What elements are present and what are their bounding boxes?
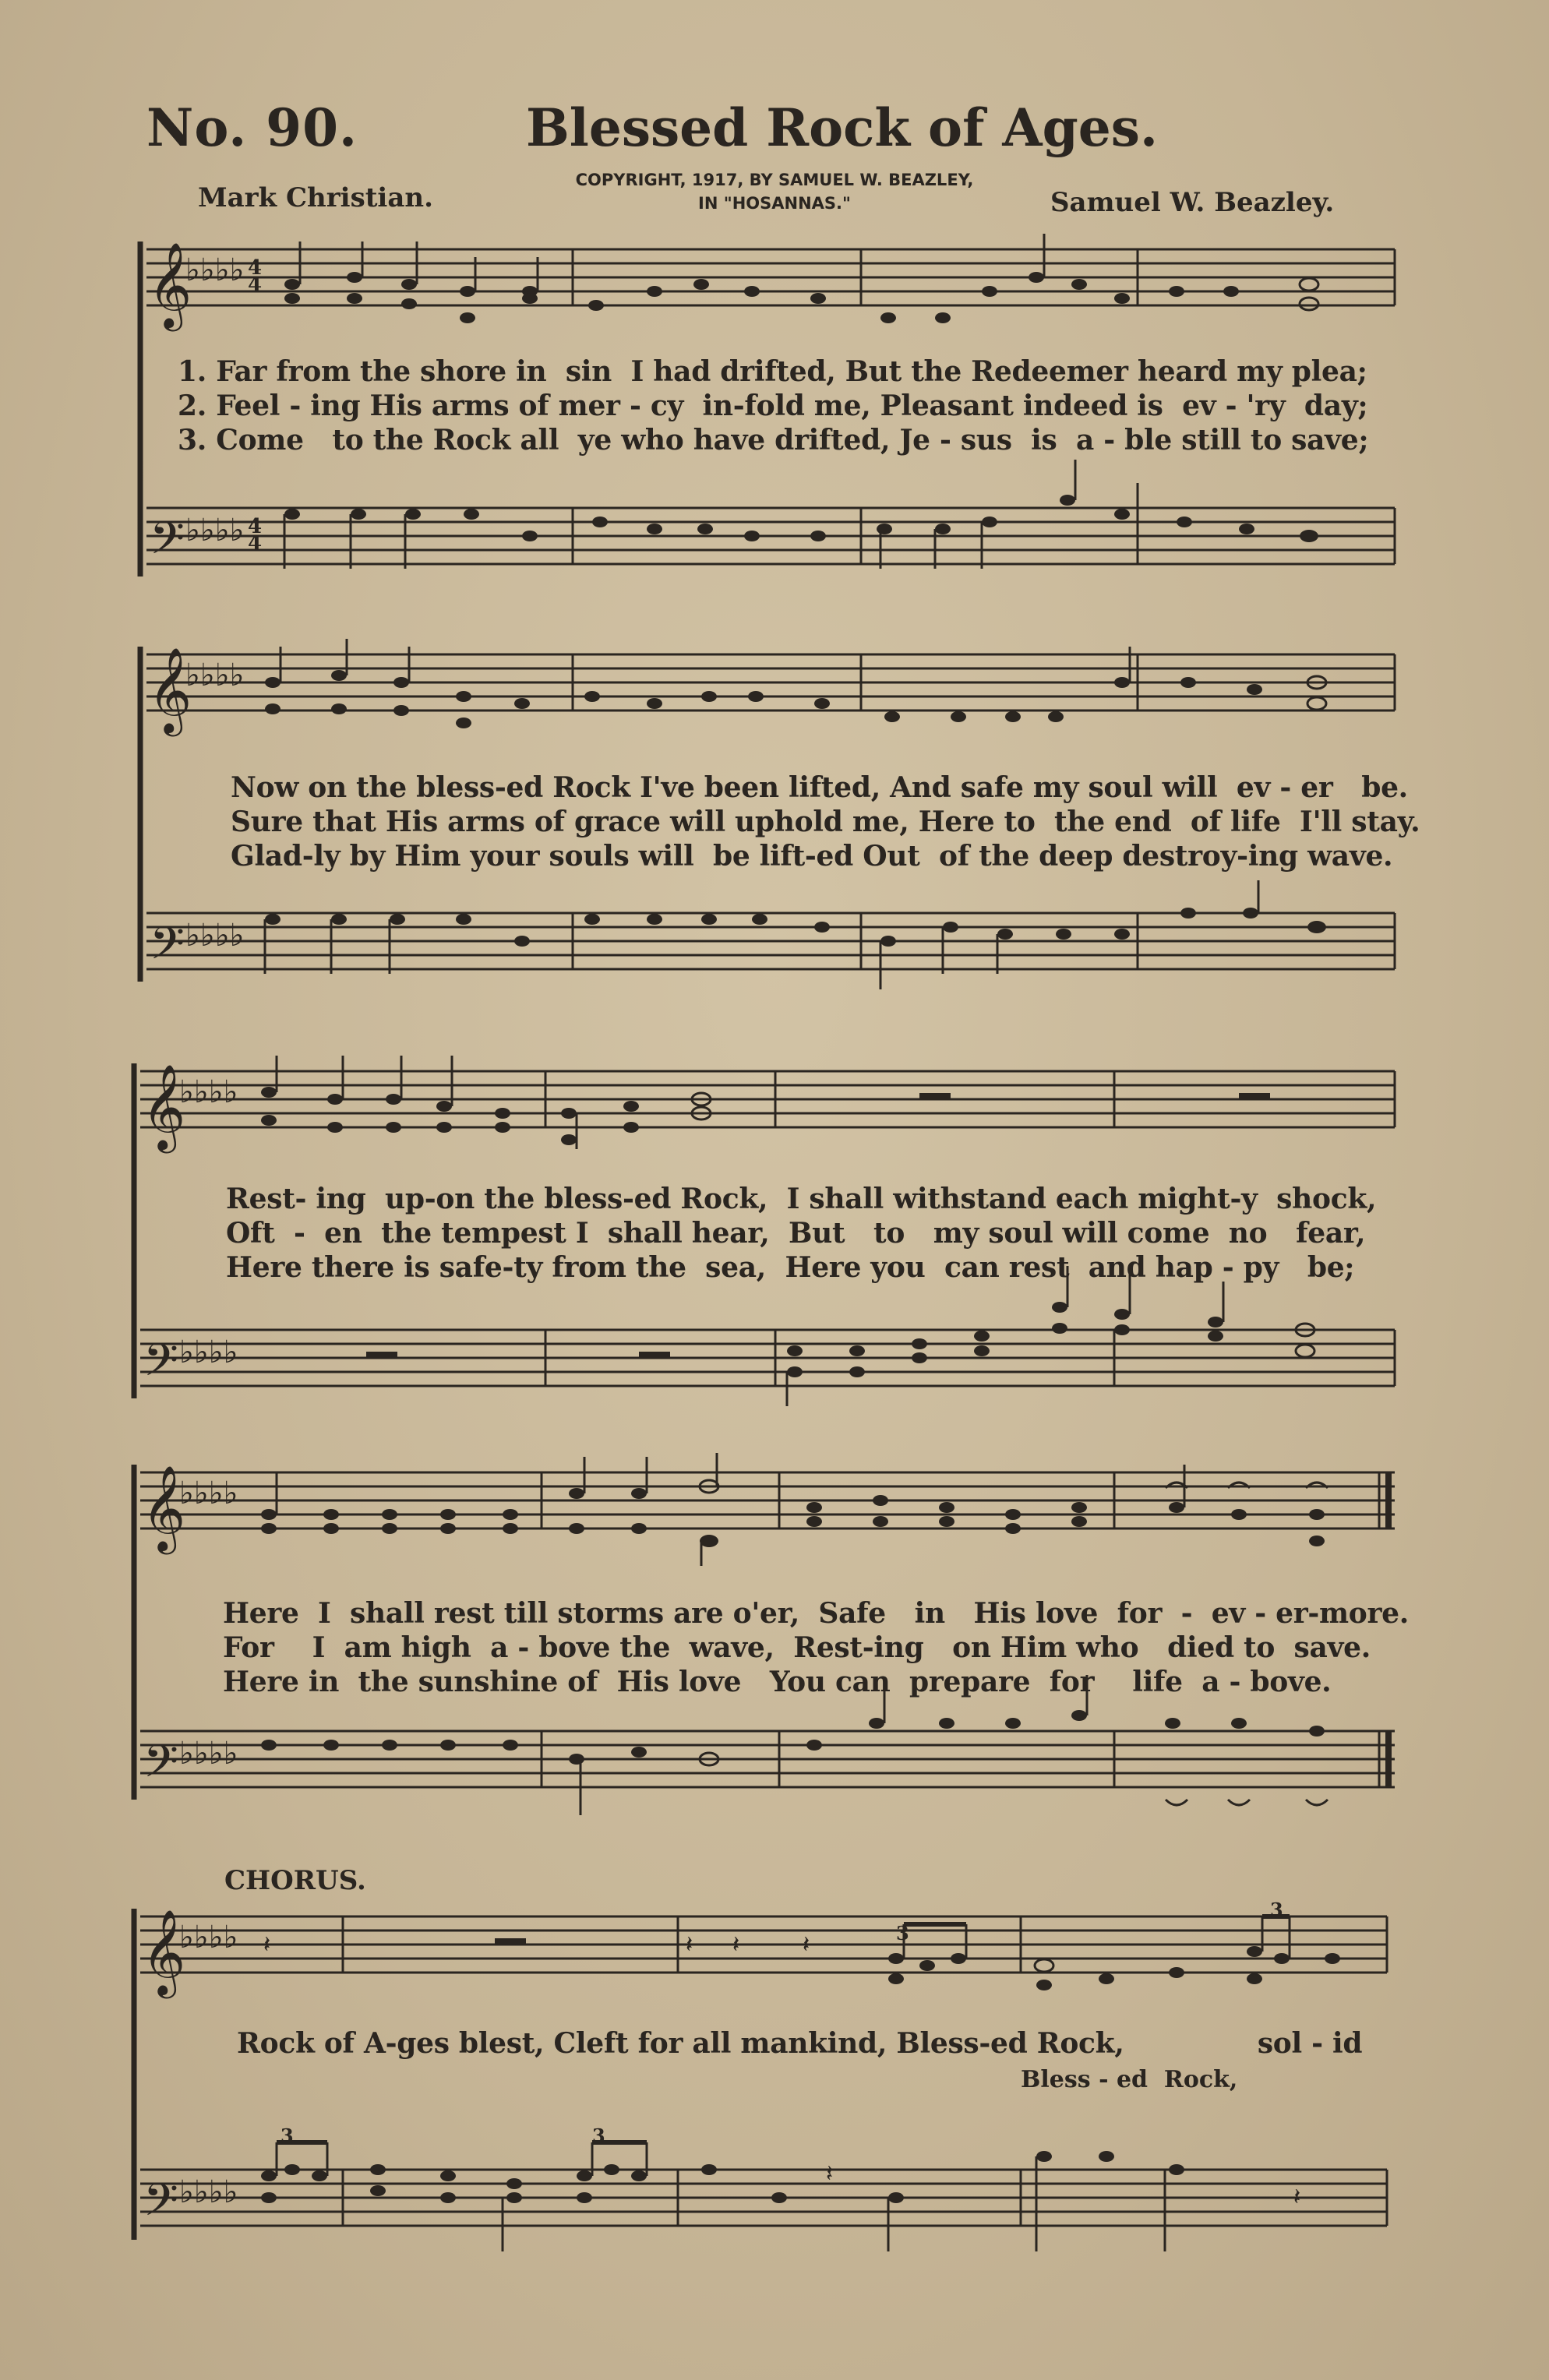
svg-text:♭♭♭♭: ♭♭♭♭ [185,918,245,954]
lyric-s3-v3: Here there is safe-ty from the sea, Here you can rest and hap - py be; [226,1251,1355,1284]
music-system-chorus [0,1893,1549,2283]
svg-text:𝄽: 𝄽 [826,2160,834,2188]
svg-text:𝄢: 𝄢 [150,917,185,981]
svg-text:♭♭♭♭: ♭♭♭♭ [185,658,245,693]
svg-text:𝄢: 𝄢 [143,1334,179,1398]
lyricist-credit: Mark Christian. [198,182,433,213]
hymn-title: Blessed Rock of Ages. [526,97,1158,158]
lyric-s1-v2: 2. Feel - ing His arms of mer - cy in-fold me, Pleasant indeed is ev - 'ry day; [178,390,1368,422]
lyric-chorus: Rock of A-ges blest, Cleft for all mankind, Bless-ed Rock, sol - id [237,2027,1363,2060]
svg-text:4: 4 [248,273,263,297]
lyric-s3-v1: Rest- ing up-on the bless-ed Rock, I shall withstand each might-y shock, [226,1183,1377,1215]
svg-text:♭♭♭♭: ♭♭♭♭ [179,1335,238,1370]
svg-text:𝄞: 𝄞 [142,1064,186,1150]
svg-text:♭♭♭♭: ♭♭♭♭ [179,1476,238,1511]
lyric-s2-v1: Now on the bless-ed Rock I've been lifted, And safe my soul will ev - er be. [231,771,1408,804]
svg-text:𝄽: 𝄽 [732,1931,740,1959]
copyright-notice [556,168,993,215]
svg-text:𝄞: 𝄞 [142,1465,186,1551]
svg-text:♭♭♭♭: ♭♭♭♭ [179,2174,238,2210]
svg-text:♭♭♭♭: ♭♭♭♭ [179,1736,238,1772]
copyright-line-2: IN "HOSANNAS." [698,194,851,213]
svg-text:3: 3 [281,2124,294,2147]
lyric-s2-v2: Sure that His arms of grace will uphold me, Here to the end of life I'll stay. [231,806,1420,838]
chorus-label: CHORUS. [224,1865,366,1896]
svg-text:𝄽: 𝄽 [803,1931,810,1959]
svg-text:𝄽: 𝄽 [1293,2184,1301,2211]
svg-text:3: 3 [1270,1899,1283,1921]
composer-credit: Samuel W. Beazley. [1050,187,1335,218]
lyric-s2-v3: Glad-ly by Him your souls will be lift-ed Out of the deep destroy-ing wave. [231,840,1393,873]
svg-text:♭♭♭♭: ♭♭♭♭ [185,513,245,548]
svg-text:𝄞: 𝄞 [148,242,192,328]
svg-text:3: 3 [896,1922,909,1945]
svg-text:𝄢: 𝄢 [150,512,185,576]
hymn-number: No. 90. [146,97,358,158]
lyric-s4-v2: For I am high a - bove the wave, Rest-ing on Him who died to save. [223,1631,1371,1664]
lyric-s4-v3: Here in the sunshine of His love You can prepare for life a - bove. [223,1666,1332,1698]
svg-text:4: 4 [248,256,263,280]
svg-text:𝄢: 𝄢 [143,1735,179,1799]
lyric-chorus-bass: Bless - ed Rock, [1021,2066,1238,2093]
svg-text:4: 4 [248,515,263,538]
copyright-line-1: COPYRIGHT, 1917, BY SAMUEL W. BEAZLEY, [575,171,974,189]
lyric-s1-v3: 3. Come to the Rock all ye who have drifted, Je - sus is a - ble still to save; [178,424,1369,457]
svg-text:𝄢: 𝄢 [143,2174,179,2237]
svg-text:𝄽: 𝄽 [263,1931,271,1959]
svg-text:3: 3 [592,2124,605,2147]
lyric-s3-v2: Oft - en the tempest I shall hear, But to my soul will come no fear, [226,1217,1366,1250]
svg-text:𝄽: 𝄽 [686,1931,693,1959]
svg-text:♭♭♭♭: ♭♭♭♭ [179,1074,238,1110]
svg-text:♭♭♭♭: ♭♭♭♭ [179,1920,238,1955]
svg-text:𝄞: 𝄞 [142,1909,186,1995]
svg-text:♭♭♭♭: ♭♭♭♭ [185,252,245,288]
lyric-s4-v1: Here I shall rest till storms are o'er, Safe in His love for - ev - er-more. [223,1597,1410,1630]
lyric-s1-v1: 1. Far from the shore in sin I had drifted, But the Redeemer heard my plea; [178,355,1367,388]
svg-text:4: 4 [248,532,263,555]
svg-text:𝄞: 𝄞 [148,647,192,733]
